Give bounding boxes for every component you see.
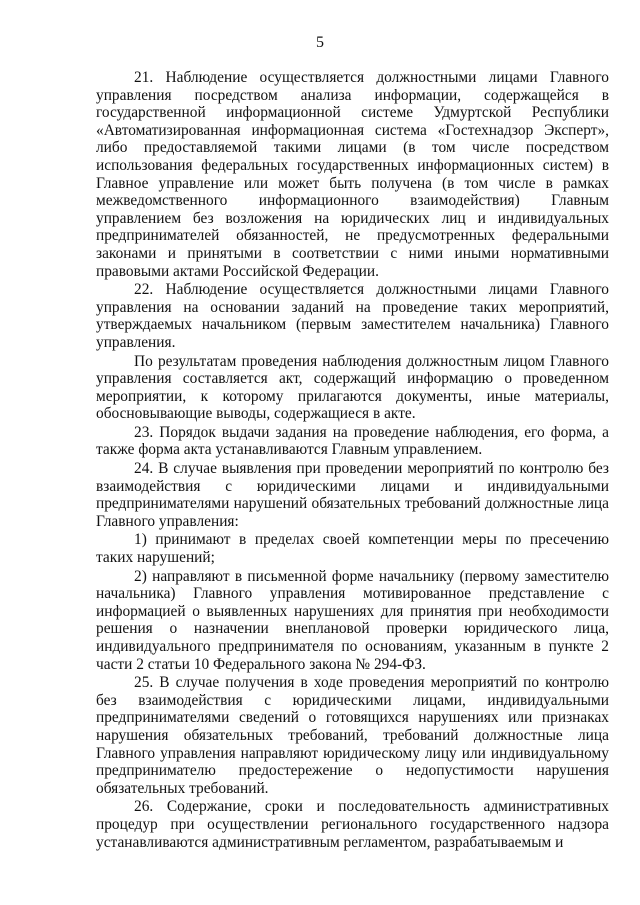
paragraph-24: 24. В случае выявления при проведении мероприятий по контролю без взаимодействия с юридическими лицами и индивидуальными предпринимателями нарушений обязательных требований должностные лица Главного управления:	[96, 460, 609, 530]
paragraph-22: 22. Наблюдение осуществляется должностными лицами Главного управления на основании заданий на проведение таких мероприятий, утверждаемых начальником (первым заместителем начальника) Главного управления.	[96, 281, 609, 351]
paragraph-24-item-2: 2) направляют в письменной форме начальнику (первому заместителю начальника) Главного управления мотивированное представление с информацией о выявленных нарушениях для принятия при необходимости решения о назначении внеплановой проверки юридического лица, индивидуального предпринимателя по основаниям, указанным в пункте 2 части 2 статьи 10 Федерального закона № 294-ФЗ.	[96, 567, 609, 673]
paragraph-24-item-1: 1) принимают в пределах своей компетенции меры по пресечению таких нарушений;	[96, 531, 609, 567]
page-number: 5	[316, 34, 324, 51]
paragraph-21: 21. Наблюдение осуществляется должностными лицами Главного управления посредством анализа информации, содержащейся в государственной информационной системе Удмуртской Республики «Автоматизированная информационная система «Гостехнадзор Эксперт», либо предоставляемой такими лицами (в том числе посредством использования федеральных государственных информационных систем) в Главное управление или может быть получена (в том числе в рамках межведомственного информационного взаимодействия) Главным управлением без возложения на юридических лиц и индивидуальных предпринимателей обязанностей, не предусмотренных федеральными законами и принятыми в соответствии с ними иными нормативными правовыми актами Российской Федерации.	[96, 69, 609, 280]
paragraph-26: 26. Содержание, сроки и последовательность административных процедур при осуществлении регионального государственного надзора устанавливаются административным регламентом, разрабатываемым и	[96, 798, 609, 851]
paragraph-23: 23. Порядок выдачи задания на проведение наблюдения, его форма, а также форма акта устанавливаются Главным управлением.	[96, 423, 609, 459]
paragraph-22-act: По результатам проведения наблюдения должностным лицом Главного управления составляется акт, содержащий информацию о проведенном мероприятии, к которому прилагаются документы, иные материалы, обосновывающие выводы, содержащиеся в акте.	[96, 352, 609, 423]
document-body	[96, 69, 609, 851]
paragraph-25: 25. В случае получения в ходе проведения мероприятий по контролю без взаимодействия с юридическими лицами, индивидуальными предпринимателями сведений о готовящихся нарушениях или признаках нарушения обязательных требований, требований должностные лица Главного управления направляют юридическому лицу или индивидуальному предпринимателю предостережение о недопустимости нарушения обязательных требований.	[96, 674, 609, 797]
